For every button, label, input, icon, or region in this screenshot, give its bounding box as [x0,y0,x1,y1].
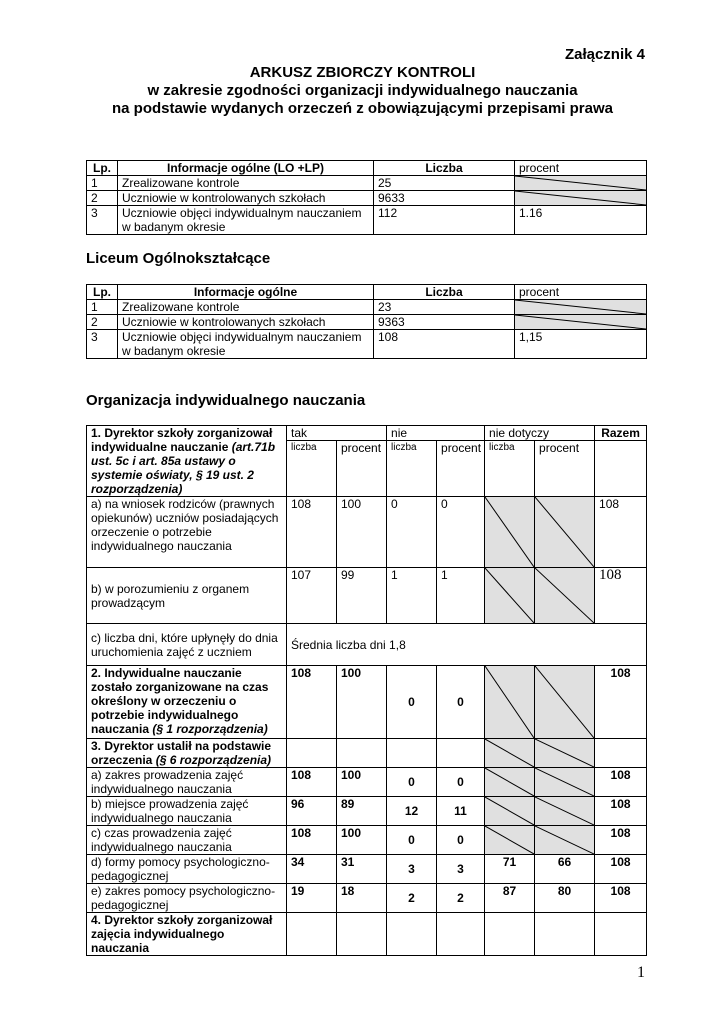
value-cell: 108 [287,666,337,739]
empty-cell [287,913,337,956]
attachment-label: Załącznik 4 [564,46,645,63]
table-row [87,330,647,359]
title-line: na podstawie wydanych orzeczeń z obowiązującymi przepisami prawa [112,100,613,117]
question-1-label [87,426,287,497]
value-cell: 0 [437,666,485,739]
hatched-cell [515,176,647,191]
table-cell: Uczniowie w kontrolowanych szkołach [118,315,374,330]
hatched-cell [535,568,595,624]
value-cell: 12 [387,797,437,826]
subheader-liczba: liczba [387,441,437,497]
value-cell: 3 [437,855,485,884]
column-header: Informacje ogólne (LO +LP) [118,161,374,176]
subheader-liczba: liczba [485,441,535,497]
value-cell: 100 [337,826,387,855]
empty-cell [387,913,437,956]
value-cell: 108 [595,768,647,797]
value-cell: 87 [485,884,535,913]
organization-table [86,425,647,956]
table-row [87,666,647,739]
column-header: Informacje ogólne [118,285,374,300]
hatched-cell [535,797,595,826]
table-cell: 1 [87,176,118,191]
table-cell: 25 [374,176,515,191]
value-cell: 108 [595,568,647,624]
section-heading: Liceum Ogólnokształcące [86,250,271,267]
table-cell: Zrealizowane kontrole [118,176,374,191]
question-3-label [87,739,287,768]
table-row [87,191,647,206]
row-label: a) na wniosek rodziców (prawnych opiekunów) uczniów posiadających orzeczenie o potrzebie indywidualnego nauczania [87,497,287,568]
empty-cell [437,913,485,956]
subheader-procent: procent [337,441,387,497]
legal-reference: (art.71b ust. 5c i art. 85a ustawy o systemie oświaty, § 19 ust. 2 rozporządzenia) [91,440,276,496]
table-cell: Zrealizowane kontrole [118,300,374,315]
column-header: Liczba [374,161,515,176]
header-row [87,161,647,176]
value-cell: 107 [287,568,337,624]
empty-cell [287,739,337,768]
hatched-cell [515,191,647,206]
row-label: a) zakres prowadzenia zajęć indywidualnego nauczania [87,768,287,797]
empty-cell [437,739,485,768]
value-cell: 1 [437,568,485,624]
hatched-cell [485,768,535,797]
table-cell: 23 [374,300,515,315]
row-label: b) miejsce prowadzenia zajęć indywidualnego nauczania [87,797,287,826]
column-header: Lp. [87,285,118,300]
table-cell: 112 [374,206,515,235]
hatched-cell [535,666,595,739]
value-cell: 100 [337,768,387,797]
hatched-cell [535,826,595,855]
column-header: procent [515,285,647,300]
table-cell: Uczniowie w kontrolowanych szkołach [118,191,374,206]
table-row [87,176,647,191]
question-text: 2. Indywidualne nauczanie zostało zorganizowane na czas określony w orzeczeniu o potrzebie indywidualnego nauczania [91,666,269,736]
title-line: w zakresie zgodności organizacji indywidualnego nauczania [147,82,578,99]
value-cell: 2 [437,884,485,913]
value-cell: 34 [287,855,337,884]
header-row [87,285,647,300]
column-header: Liczba [374,285,515,300]
hatched-cell [535,739,595,768]
table-cell: 1.16 [515,206,647,235]
table-row [87,855,647,884]
table-cell: 9633 [374,191,515,206]
table-row [87,739,647,768]
hatched-cell [485,568,535,624]
value-cell: 0 [387,497,437,568]
table-cell: 108 [374,330,515,359]
row-label: e) zakres pomocy psychologiczno-pedagogicznej [87,884,287,913]
hatched-cell [515,315,647,330]
hatched-cell [485,797,535,826]
value-cell: 99 [337,568,387,624]
value-cell: 19 [287,884,337,913]
value-cell: 108 [595,826,647,855]
value-cell: 80 [535,884,595,913]
hatched-cell [515,300,647,315]
value-cell: 108 [287,826,337,855]
value-cell: 89 [337,797,387,826]
table-cell: 2 [87,191,118,206]
value-cell: 108 [595,797,647,826]
value-cell: 108 [287,497,337,568]
hatched-cell [535,768,595,797]
table-row [87,497,647,568]
empty-cell [595,739,647,768]
column-header: procent [515,161,647,176]
table-row [87,768,647,797]
question-4-label: 4. Dyrektor szkoły zorganizował zajęcia indywidualnego nauczania [87,913,287,956]
value-cell: 18 [337,884,387,913]
value-cell: 100 [337,497,387,568]
value-cell: 11 [437,797,485,826]
group-header-nie: nie [387,426,485,441]
table-row [87,315,647,330]
value-cell: 108 [595,497,647,568]
table-cell: 3 [87,330,118,359]
subheader-liczba: liczba [287,441,337,497]
section-heading: Organizacja indywidualnego nauczania [86,392,366,409]
row-label: d) formy pomocy psychologiczno-pedagogicznej [87,855,287,884]
hatched-cell [485,666,535,739]
value-cell: 71 [485,855,535,884]
table-cell: 1 [87,300,118,315]
table-row [87,884,647,913]
value-cell: 0 [387,826,437,855]
average-days-value: Średnia liczba dni 1,8 [287,624,647,666]
empty-cell [387,739,437,768]
legal-reference: (§ 6 rozporządzenia) [155,753,272,767]
value-cell: 2 [387,884,437,913]
empty-cell [485,913,535,956]
value-cell: 66 [535,855,595,884]
group-header-razem: Razem [595,426,647,441]
row-label: b) w porozumieniu z organem prowadzącym [87,568,287,624]
lo-info-table [86,284,647,359]
value-cell: 108 [595,855,647,884]
table-row [87,300,647,315]
value-cell: 108 [595,884,647,913]
table-row [87,206,647,235]
document-title [0,64,725,118]
group-header-tak: tak [287,426,387,441]
empty-cell [595,913,647,956]
value-cell: 108 [287,768,337,797]
question-2-label [87,666,287,739]
table-cell: 1,15 [515,330,647,359]
empty-cell [595,441,647,497]
value-cell: 0 [437,826,485,855]
value-cell: 3 [387,855,437,884]
group-header-nie-dotyczy: nie dotyczy [485,426,595,441]
hatched-cell [485,739,535,768]
value-cell: 108 [595,666,647,739]
row-label: c) czas prowadzenia zajęć indywidualnego nauczania [87,826,287,855]
subheader-procent: procent [437,441,485,497]
hatched-cell [535,497,595,568]
empty-cell [337,739,387,768]
value-cell: 0 [387,666,437,739]
table-row [87,797,647,826]
question-text: 3. Dyrektor ustalił na podstawie orzeczenia [91,739,272,767]
page-number: 1 [637,964,645,981]
hatched-cell [485,826,535,855]
general-info-table [86,160,647,235]
table-cell: Uczniowie objęci indywidualnym nauczaniem w badanym okresie [118,206,374,235]
value-cell: 96 [287,797,337,826]
column-header: Lp. [87,161,118,176]
question-text: 1. Dyrektor szkoły zorganizował indywidualne nauczanie [91,426,273,454]
table-cell: 2 [87,315,118,330]
table-cell: 3 [87,206,118,235]
table-cell: 9363 [374,315,515,330]
row-label: c) liczba dni, które upłynęły do dnia uruchomienia zajęć z uczniem [87,624,287,666]
value-cell: 0 [437,768,485,797]
table-row [87,826,647,855]
empty-cell [337,913,387,956]
empty-cell [535,913,595,956]
value-cell: 31 [337,855,387,884]
hatched-cell [485,497,535,568]
value-cell: 0 [437,497,485,568]
value-cell: 100 [337,666,387,739]
table-row [87,913,647,956]
header-row [87,426,647,441]
value-cell: 0 [387,768,437,797]
legal-reference: (§ 1 rozporządzenia) [152,722,268,736]
table-row [87,624,647,666]
subheader-procent: procent [535,441,595,497]
table-row [87,568,647,624]
table-cell: Uczniowie objęci indywidualnym nauczaniem w badanym okresie [118,330,374,359]
value-cell: 1 [387,568,437,624]
title-line: ARKUSZ ZBIORCZY KONTROLI [249,64,476,81]
